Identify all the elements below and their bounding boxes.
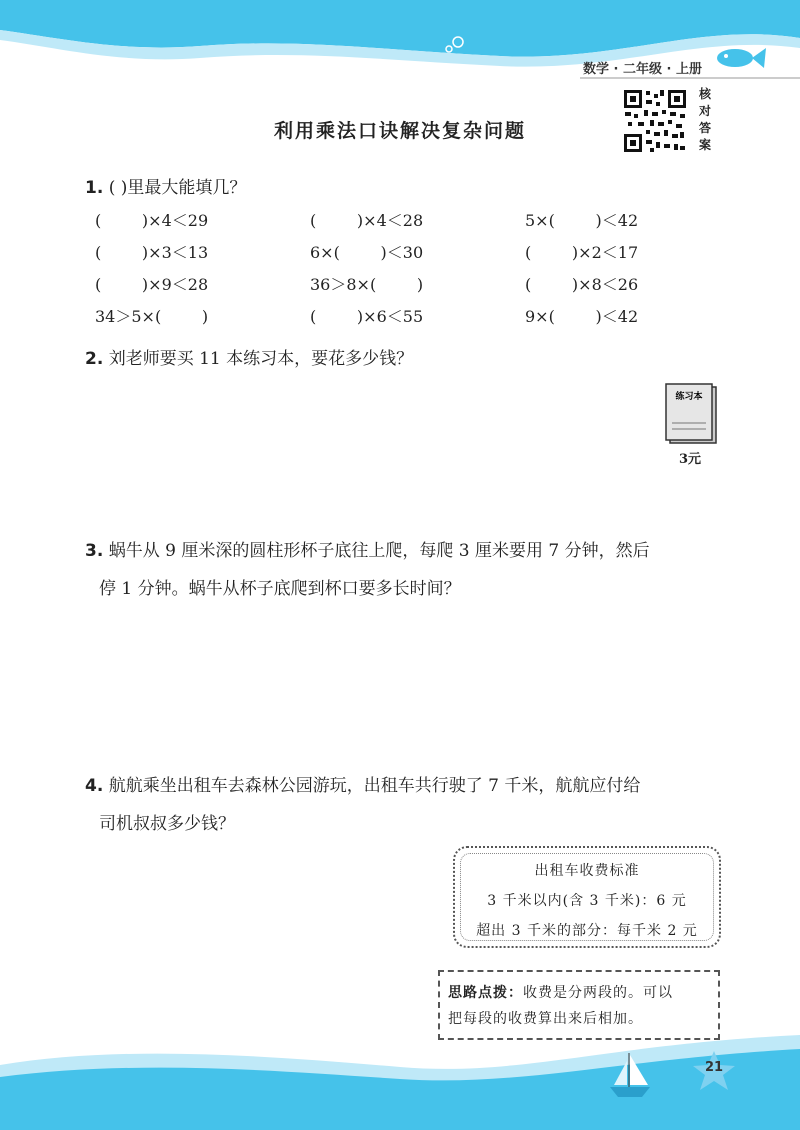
question-text: ( )里最大能填几？ — [108, 178, 247, 198]
fill-blank-item[interactable]: 5×( )＜42 — [525, 211, 639, 230]
taxi-fare-box — [453, 846, 721, 948]
book-tag: 数学 · 二年级 · 上册 — [583, 62, 702, 77]
fill-blank-item[interactable]: ( )×3＜13 — [95, 243, 209, 262]
question-text-line2: 停 1 分钟。蜗牛从杯子底爬到杯口要多长时间？ — [99, 579, 461, 599]
question-number: 2. — [85, 349, 104, 369]
taxi-fare-rule: 超出 3 千米的部分：每千米 2 元 — [476, 923, 698, 939]
question-text-line1: 蜗牛从 9 厘米深的圆柱形杯子底往上爬，每爬 3 厘米要用 7 分钟，然后 — [108, 541, 650, 561]
fill-blank-item[interactable]: ( )×6＜55 — [310, 307, 424, 326]
fill-blank-item[interactable]: 6×( )＜30 — [310, 243, 424, 262]
question-text-line1: 航航乘坐出租车去森林公园游玩，出租车共行驶了 7 千米，航航应付给 — [108, 776, 641, 796]
fill-blank-grid — [95, 208, 735, 330]
fill-blank-item[interactable]: 36＞8×( ) — [310, 275, 424, 294]
hint-text: 收费是分两段的。可以 — [523, 985, 673, 1001]
fill-blank-item[interactable]: 9×( )＜42 — [525, 307, 639, 326]
fill-blank-item[interactable]: 34＞5×( ) — [95, 307, 209, 326]
fill-blank-item[interactable]: ( )×4＜29 — [95, 211, 209, 230]
hint-text-line2: 把每段的收费算出来后相加。 — [448, 1011, 643, 1027]
bottom-wave-decoration — [0, 1015, 800, 1130]
fill-blank-item[interactable]: ( )×2＜17 — [525, 243, 639, 262]
taxi-fare-title: 出租车收费标准 — [534, 863, 640, 879]
question-number: 1. — [85, 178, 104, 198]
fill-blank-item[interactable]: ( )×9＜28 — [95, 275, 209, 294]
page-number: 21 — [704, 1060, 724, 1075]
qr-check-answers-label: 核 对 答 案 — [698, 87, 711, 152]
notebook-label: 练习本 — [675, 392, 703, 402]
hint-label: 思路点拨： — [448, 985, 523, 1001]
question-1 — [85, 175, 246, 201]
question-text: 刘老师要买 11 本练习本，要花多少钱？ — [108, 349, 414, 369]
page-title: 利用乘法口诀解决复杂问题 — [273, 120, 526, 142]
question-text-line2: 司机叔叔多少钱？ — [99, 814, 235, 834]
notebook-icon — [664, 383, 718, 445]
fish-icon — [717, 48, 766, 68]
question-4 — [85, 773, 735, 837]
question-2 — [85, 346, 413, 372]
fill-blank-item[interactable]: ( )×4＜28 — [310, 211, 424, 230]
question-number: 4. — [85, 776, 104, 796]
question-3 — [85, 538, 735, 602]
fill-blank-item[interactable]: ( )×8＜26 — [525, 275, 639, 294]
notebook-price: 3元 — [679, 452, 702, 467]
taxi-fare-rule: 3 千米以内(含 3 千米)：6 元 — [487, 893, 687, 909]
question-number: 3. — [85, 541, 104, 561]
